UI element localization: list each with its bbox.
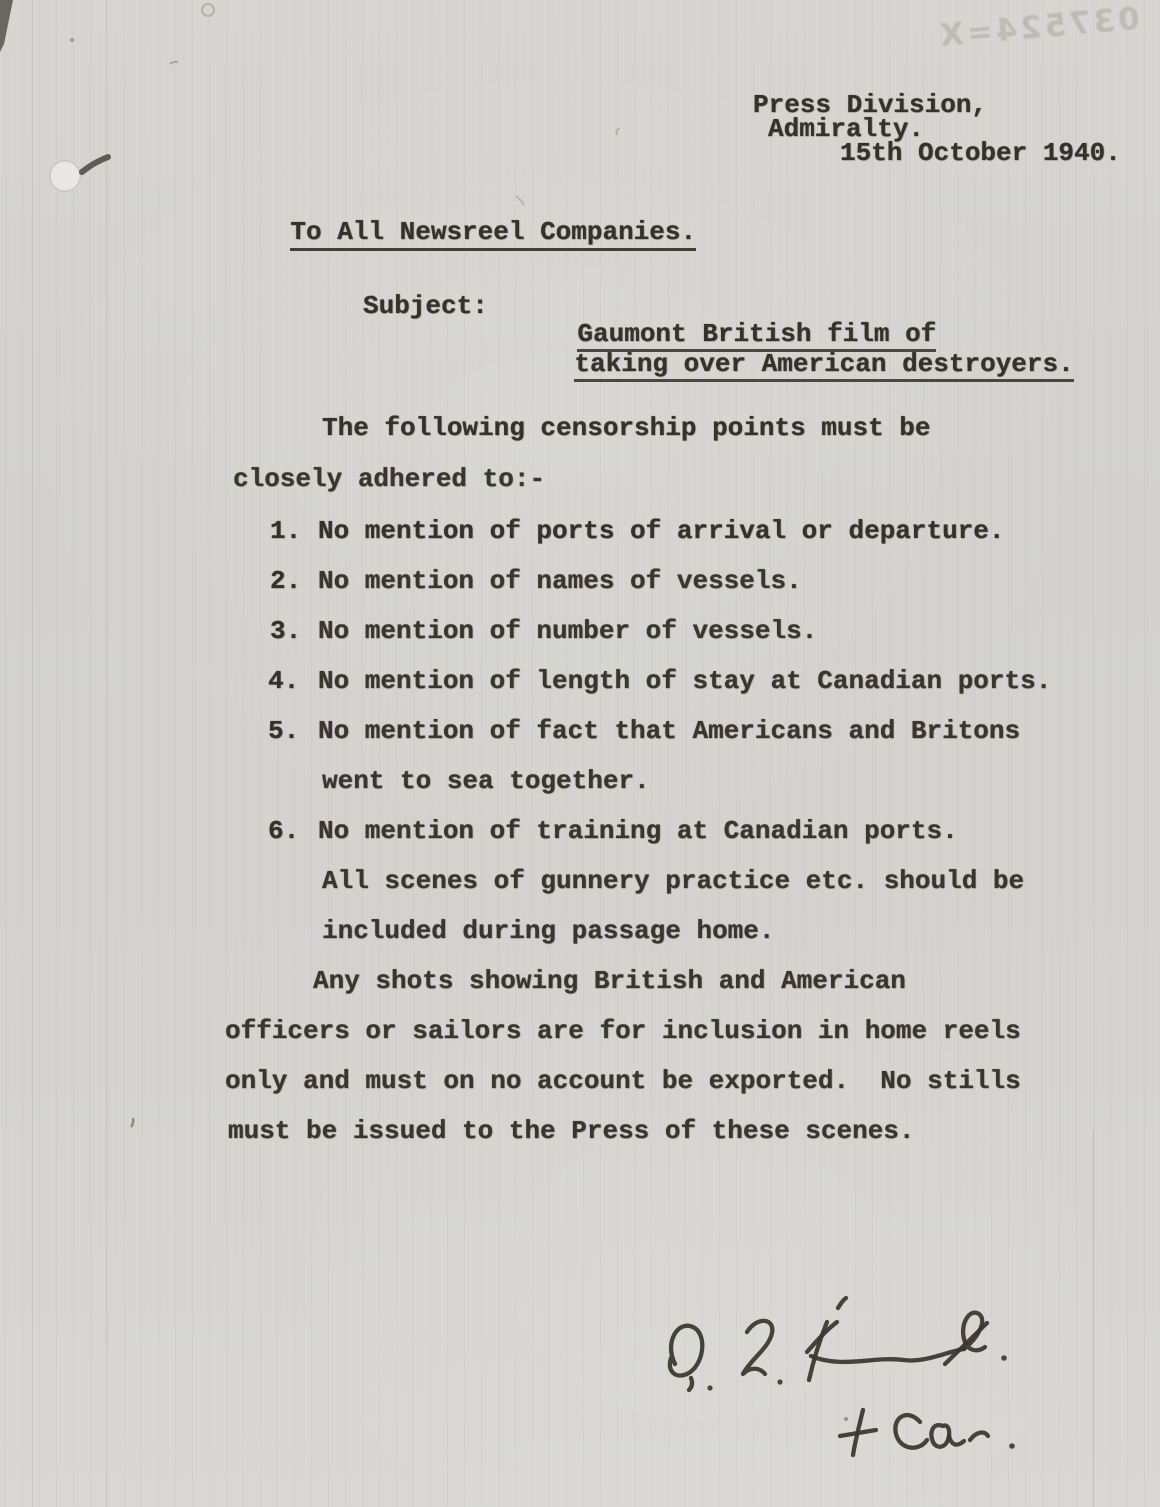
header-organization-line: Admiralty. xyxy=(768,114,925,144)
subject-line-1-text: Gaumont British film of xyxy=(577,319,936,352)
signature-stroke xyxy=(807,1322,837,1352)
header-date-line: 15th October 1940. xyxy=(840,138,1121,168)
paper-crease xyxy=(1093,1130,1094,1507)
list-item-6-number: 6. xyxy=(268,816,300,846)
paper-speck xyxy=(70,38,74,42)
list-item-1-line: No mention of ports of arrival or departure. xyxy=(318,516,1005,546)
signature-dot xyxy=(1001,1355,1007,1361)
paper-speck xyxy=(131,1118,133,1127)
list-item-5-number: 5. xyxy=(268,716,300,746)
list-item-2-line: No mention of names of vessels. xyxy=(318,566,802,596)
subject-label: Subject: xyxy=(363,291,488,321)
signature-rank xyxy=(840,1410,1015,1455)
paper-speck xyxy=(202,4,214,16)
list-item-4-line: No mention of length of stay at Canadian ports. xyxy=(318,666,1052,696)
signature-stroke xyxy=(931,1425,949,1447)
list-item-5-line: No mention of fact that Americans and Britons xyxy=(318,716,1021,746)
addressee-text: To All Newsreel Companies. xyxy=(290,217,696,251)
mirrored-bleedthrough-number: 037524=X xyxy=(935,0,1142,55)
subject-line-2 xyxy=(512,319,1074,409)
signature-stroke xyxy=(895,1415,927,1448)
list-item-2-number: 2. xyxy=(270,566,302,596)
list-item-3-number: 3. xyxy=(270,616,302,646)
signature-dot xyxy=(777,1379,782,1384)
list-item-6-continuation-1: All scenes of gunnery practice etc. should be xyxy=(322,866,1025,896)
list-item-6-continuation-2: included during passage home. xyxy=(322,916,775,946)
signature-stroke xyxy=(970,1433,988,1440)
scanner-streak xyxy=(106,0,107,1507)
punch-hole xyxy=(50,161,80,191)
signature-dot xyxy=(707,1385,712,1390)
subject-line-2-text: taking over American destroyers. xyxy=(574,349,1073,382)
paper-speck xyxy=(170,62,178,64)
list-item-1-number: 1. xyxy=(270,516,302,546)
closing-line-1: Any shots showing British and American xyxy=(313,966,906,996)
corner-shadow xyxy=(0,0,13,52)
header-office-line: Press Division, xyxy=(753,90,988,120)
signature-stroke xyxy=(838,1298,846,1308)
signature-stroke xyxy=(670,1326,702,1376)
list-item-4-number: 4. xyxy=(268,666,300,696)
pen-scribble xyxy=(82,157,108,172)
signature-stroke xyxy=(945,1323,987,1364)
signature-stroke xyxy=(840,1430,876,1436)
signature-stroke xyxy=(743,1321,772,1374)
closing-line-4: must be issued to the Press of these scenes. xyxy=(228,1116,915,1146)
closing-line-3: only and must on no account be exported. No stills xyxy=(225,1066,1021,1096)
signature-dot xyxy=(1009,1443,1015,1449)
list-item-6-line: No mention of training at Canadian ports. xyxy=(318,816,958,846)
list-item-5-continuation: went to sea together. xyxy=(322,766,650,796)
signature-stroke xyxy=(689,1378,692,1390)
list-item-3-line: No mention of number of vessels. xyxy=(318,616,818,646)
paper-speck xyxy=(616,128,620,135)
closing-line-2: officers or sailors are for inclusion in home reels xyxy=(225,1016,1021,1046)
scanner-streak xyxy=(32,0,33,1507)
intro-line-1: The following censorship points must be xyxy=(322,413,931,443)
signature-stroke xyxy=(949,1436,964,1445)
addressee-line xyxy=(228,187,696,277)
intro-line-2: closely adhered to:- xyxy=(233,464,546,494)
handwritten-signature xyxy=(630,1292,1050,1487)
signature-stroke xyxy=(811,1349,964,1362)
